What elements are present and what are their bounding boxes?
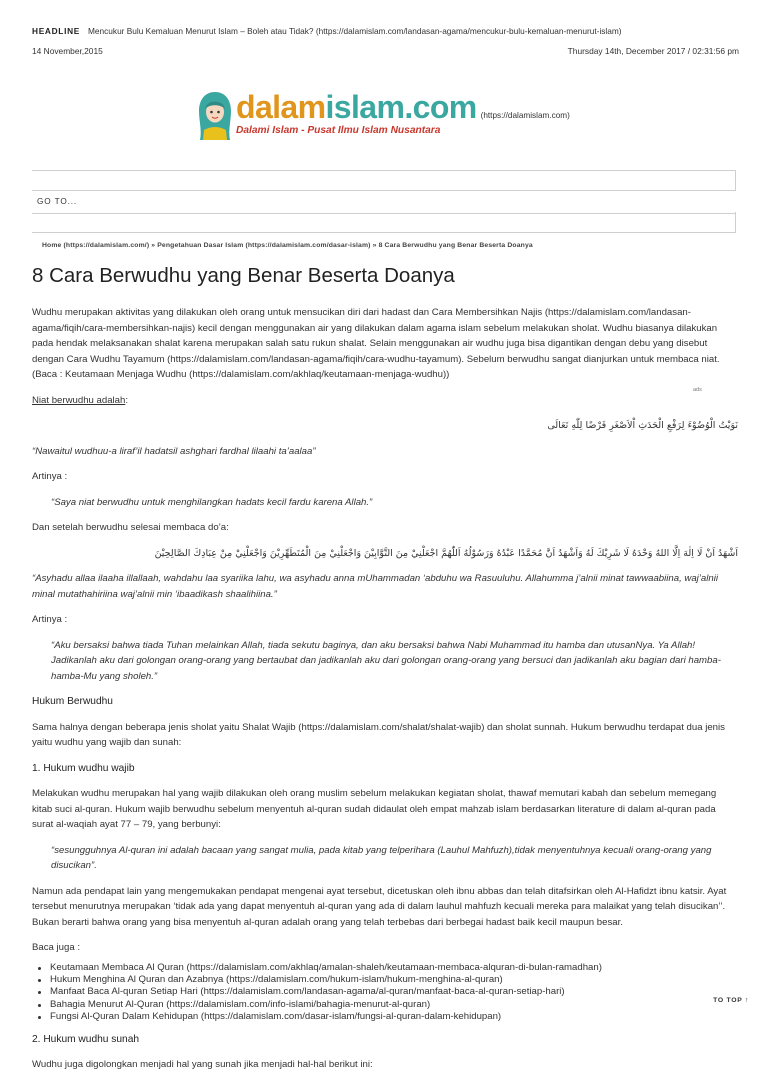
quran-quote: “sesungguhnya Al-quran ini adalah bacaan yang sangat mulia, pada kitab yang telperihara (Lauhul Mahfuzh),tidak menyentuhnya kecuali orang-orang yang disucikan”. xyxy=(51,844,712,871)
logo-wordmark: dalamislam.com xyxy=(236,89,477,125)
date-bar xyxy=(32,46,739,56)
baca-juga-label: Baca juga : xyxy=(32,942,81,953)
hijab-girl-icon xyxy=(196,90,234,142)
current-datetime: Thursday 14th, December 2017 / 02:31:56 pm xyxy=(567,46,739,56)
baca-juga-list xyxy=(32,962,738,1024)
list-item[interactable]: Keutamaan Membaca Al Quran (https://dalamislam.com/akhlaq/amalan-shaleh/keutamaan-membaca-alquran-di-bulan-ramadhan) xyxy=(44,962,738,974)
page-title: 8 Cara Berwudhu yang Benar Beserta Doanya xyxy=(32,264,455,287)
headline-link[interactable]: Mencukur Bulu Kemaluan Menurut Islam – Boleh atau Tidak? (https://dalamislam.com/landasan-agama/mencukur-bulu-kemaluan-menurut-islam) xyxy=(88,26,622,36)
article-body xyxy=(32,305,738,1083)
divider xyxy=(32,170,736,171)
headline-bar xyxy=(32,26,734,36)
list-item[interactable]: Hukum Menghina Al Quran dan Azabnya (https://dalamislam.com/hukum-islam/hukum-menghina-al-quran) xyxy=(44,974,738,986)
artinya-label: Artinya : xyxy=(32,471,68,482)
site-logo[interactable] xyxy=(196,90,570,142)
doa-latin: “Asyhadu allaa ilaaha illallaah, wahdahu laa syariika lahu, wa asyhadu anna mUhammadan ‘abduhu wa Rasuuluhu. Allahumma j’alnii minat tawwaabiina, waj’alnii minal mutathahiriina waj’alnii min ‘ibaadikash shaalihiina.” xyxy=(32,573,718,600)
artinya-text: “Aku bersaksi bahwa tiada Tuhan melainkan Allah, tiada sekutu baginya, dan aku bersaksi bahwa Nabi Muhammad itu hamba dan utusanNya. Ya Allah! Jadikanlah aku dari golongan orang-orang yang bertaubat dan jadikanlah aku dari golongan orang-orang yang bersuci dan jadikanlah aku bagian dari hamba-hamba-Mu yang sholeh.” xyxy=(51,639,721,682)
ads-label: ads xyxy=(693,387,702,393)
section-heading-hukum: Hukum Berwudhu xyxy=(32,696,113,707)
logo-tagline: Dalami Islam - Pusat Ilmu Islam Nusantara xyxy=(236,125,441,136)
headline-label: HEADLINE xyxy=(32,26,81,36)
namun-paragraph: Namun ada pendapat lain yang mengemukakan pendapat mengenai ayat tersebut, dicetuskan oleh ibnu abbas dan telah ditafsirkan oleh Al-Hafidzt ibnu katsir. Ayat tersebut menurutnya merupakan ‘tidak ada yang dapat menyentuh al-quran yang ada di dalam lauhul mahfuzh kecuali mereka para malaikat yang telah disucikan’’. Bukan berarti bahwa orang yang bisa menyentuh al-quran adalah orang yang telah terbebas dari berbegai hadast baik kecil maupun besar. xyxy=(32,885,727,928)
section-heading-sunah: 2. Hukum wudhu sunah xyxy=(32,1033,140,1045)
artinya-label: Artinya : xyxy=(32,614,68,625)
list-item[interactable]: Bahagia Menurut Al-Quran (https://dalamislam.com/info-islami/bahagia-menurut-al-quran) xyxy=(44,999,738,1011)
divider xyxy=(32,232,736,233)
divider xyxy=(735,170,736,190)
intro-paragraph: Wudhu merupakan aktivitas yang dilakukan oleh orang untuk mensucikan diri dari hadast dan Cara Membersihkan Najis (https://dalamislam.com/landasan-agama/fiqih/cara-membersihkan-najis) kecil dengan menggunakan air yang dilakukan dalam agama islam sebelum melakukan sholat. Wudhu biasanya dilakukan pada hendak melaksanakan shalat karena merupakan salah satu rukun shalat. Selain menggunakan air wudhu juga bisa digantikan dengan debu yang disebut dengan Cara Wudhu Tayamum (https://dalamislam.com/landasan-agama/fiqih/cara-wudhu-tayamum). Sebelum berwudhu sangat dianjurkan untuk membaca niat.(Baca : Keutamaan Menjaga Wudhu (https://dalamislam.com/akhlaq/keutamaan-menjaga-wudhu)) xyxy=(32,307,720,380)
post-date: 14 November,2015 xyxy=(32,46,103,56)
wajib-paragraph: Melakukan wudhu merupakan hal yang wajib dilakukan oleh orang muslim sebelum melakukan kegiatan sholat, thawaf memutari kabah dan sebelum memegang kitab suci al-quran. Hukum wajib berwudhu sebelum menyentuh al-quran sudah didaulat oleh empat mahzab islam berdasarkan literature di dalam al-quran pada surat al-waqiah ayat 77 – 79, yang berbunyi: xyxy=(32,788,717,830)
niat-heading: Niat berwudhu adalah: xyxy=(32,394,129,406)
breadcrumb[interactable]: Home (https://dalamislam.com/) » Pengetahuan Dasar Islam (https://dalamislam.com/dasar-islam) » 8 Cara Berwudhu yang Benar Beserta Doanya xyxy=(42,242,533,249)
doa-arabic: اَشْهَدُ اَنْ لَا اِلٰهَ اِلَّا اللهُ وَحْدَهُ لَا شَرِيْكَ لَهُ وَاَشْهَدُ اَنَّ مُحَمَّدًا عَبْدُهُ وَرَسُوْلُهُ اَللّٰهُمَّ اجْعَلْنِيْ مِنَ التَّوَّابِيْنَ وَاجْعَلْنِيْ مِنَ الْمُتَطَهِّرِيْنَ وَاجْعَلْنِيْ مِنْ عِبَادِكَ الصَّالِحِيْنَ xyxy=(154,547,738,559)
niat-label: Niat berwudhu adalah xyxy=(32,394,126,406)
artinya-text: “Saya niat berwudhu untuk menghilangkan hadats kecil fardu karena Allah.” xyxy=(51,496,373,508)
list-item[interactable]: Manfaat Baca Al-quran Setiap Hari (https://dalamislam.com/landasan-agama/al-quran/manfaat-baca-al-quran-setiap-hari) xyxy=(44,986,738,998)
hukum-paragraph: Sama halnya dengan beberapa jenis sholat yaitu Shalat Wajib (https://dalamislam.com/shalat/shalat-wajib) dan sholat sunnah. Hukum berwudhu terdapat dua jenis yaitu wudhu yang wajib dan sunah: xyxy=(32,721,725,748)
niat-latin: “Nawaitul wudhuu-a liraf’il hadatsil ashghari fardhal lilaahi ta’aalaa” xyxy=(32,445,316,457)
doa-intro: Dan setelah berwudhu selesai membaca do’a: xyxy=(32,522,229,533)
section-heading-wajib: 1. Hukum wudhu wajib xyxy=(32,762,135,774)
goto-menu[interactable] xyxy=(32,190,736,214)
niat-arabic: نَوَيْتُ الْوُضُوْءَ لِرَفْعِ الْحَدَثِ اْلاَصْغَرِ فَرْضًا لِلّٰهِ تَعَالَى xyxy=(547,420,738,431)
sunah-paragraph: Wudhu juga digolongkan menjadi hal yang sunah jika menjadi hal-hal berikut ini: xyxy=(32,1059,373,1071)
goto-menu-label: GO TO... xyxy=(37,197,78,206)
logo-link[interactable]: (https://dalamislam.com) xyxy=(480,111,570,120)
list-item[interactable]: Fungsi Al-Quran Dalam Kehidupan (https://dalamislam.com/dasar-islam/fungsi-al-quran-dalam-kehidupan) xyxy=(44,1011,738,1023)
divider xyxy=(735,212,736,232)
to-top-button[interactable]: TO TOP ↑ xyxy=(713,997,749,1004)
